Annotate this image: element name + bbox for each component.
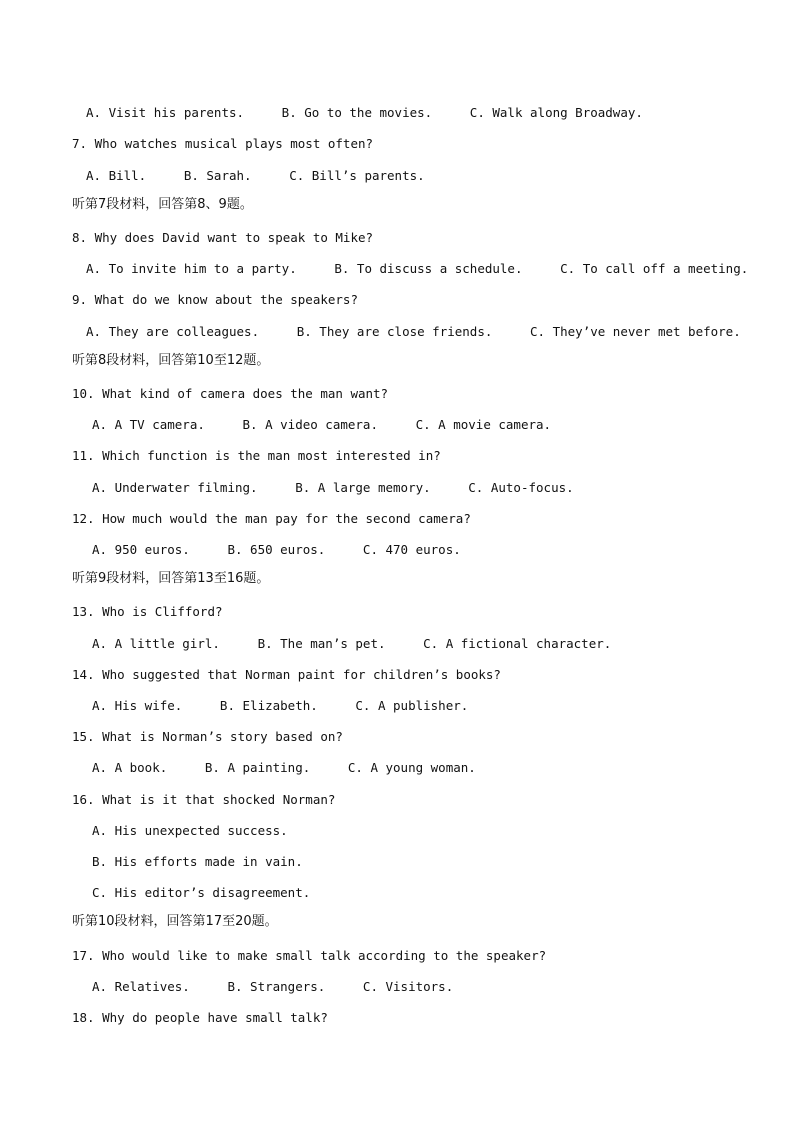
question-8: 8. Why does David want to speak to Mike? bbox=[72, 230, 374, 245]
q15-options: A. A book. B. A painting. C. A young woman. bbox=[92, 760, 476, 775]
question-13: 13. Who is Clifford? bbox=[72, 604, 223, 619]
q12-options: A. 950 euros. B. 650 euros. C. 470 euros. bbox=[92, 542, 461, 557]
question-10: 10. What kind of camera does the man want? bbox=[72, 386, 389, 401]
question-7: 7. Who watches musical plays most often? bbox=[72, 136, 374, 151]
question-15: 15. What is Norman’s story based on? bbox=[72, 729, 343, 744]
question-14: 14. Who suggested that Norman paint for children’s books? bbox=[72, 667, 501, 682]
q16-option-c: C. His editor’s disagreement. bbox=[92, 885, 311, 900]
section-heading-7: 听第7段材料，回答第8、9题。 bbox=[72, 197, 253, 212]
q11-options: A. Underwater filming. B. A large memory. C. Auto-focus. bbox=[92, 480, 574, 495]
question-9: 9. What do we know about the speakers? bbox=[72, 292, 358, 307]
q16-option-a: A. His unexpected success. bbox=[92, 823, 288, 838]
q8-options: A. To invite him to a party. B. To discuss a schedule. C. To call off a meeting. bbox=[86, 261, 749, 276]
q16-option-b: B. His efforts made in vain. bbox=[92, 854, 303, 869]
question-18: 18. Why do people have small talk? bbox=[72, 1010, 328, 1025]
q9-options: A. They are colleagues. B. They are close friends. C. They’ve never met before. bbox=[86, 324, 741, 339]
q13-options: A. A little girl. B. The man’s pet. C. A fictional character. bbox=[92, 636, 612, 651]
q7-options: A. Bill. B. Sarah. C. Bill’s parents. bbox=[86, 168, 425, 183]
question-11: 11. Which function is the man most interested in? bbox=[72, 448, 441, 463]
q10-options: A. A TV camera. B. A video camera. C. A movie camera. bbox=[92, 417, 552, 432]
section-heading-10: 听第10段材料，回答第17至20题。 bbox=[72, 914, 278, 929]
question-16: 16. What is it that shocked Norman? bbox=[72, 792, 336, 807]
section-heading-9: 听第9段材料，回答第13至16题。 bbox=[72, 571, 270, 586]
q6-options: A. Visit his parents. B. Go to the movies. C. Walk along Broadway. bbox=[86, 105, 643, 120]
question-12: 12. How much would the man pay for the second camera? bbox=[72, 511, 471, 526]
q14-options: A. His wife. B. Elizabeth. C. A publisher. bbox=[92, 698, 469, 713]
q17-options: A. Relatives. B. Strangers. C. Visitors. bbox=[92, 979, 454, 994]
question-17: 17. Who would like to make small talk according to the speaker? bbox=[72, 948, 547, 963]
section-heading-8: 听第8段材料，回答第10至12题。 bbox=[72, 353, 270, 368]
